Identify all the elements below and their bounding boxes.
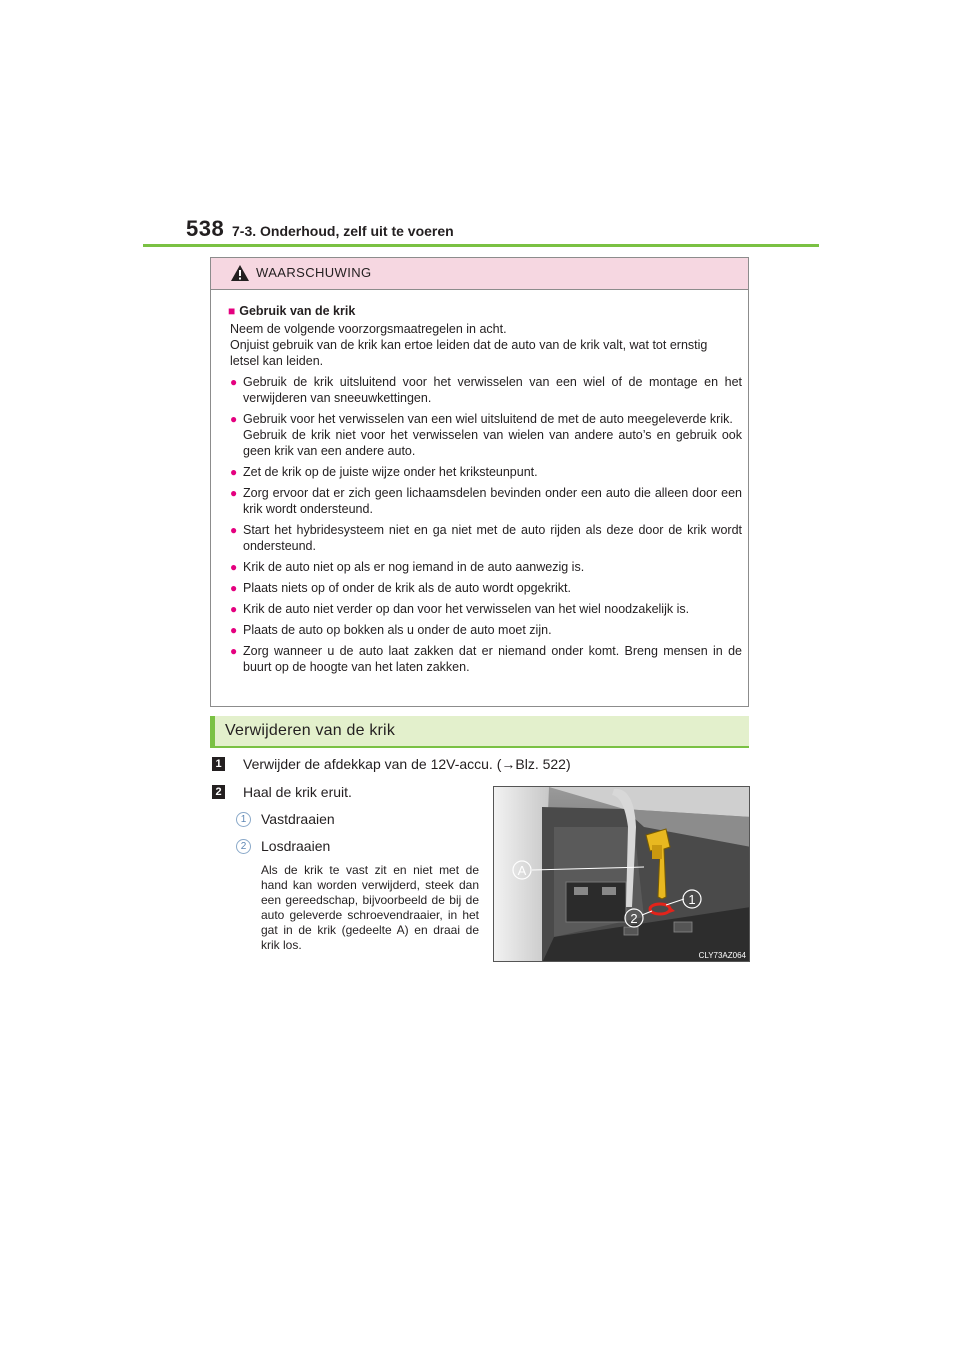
bullet-icon: ● — [230, 623, 238, 637]
bullet-icon: ● — [230, 523, 238, 537]
sub-item-text: Vastdraaien — [261, 811, 335, 827]
bullet-icon: ● — [230, 486, 238, 500]
warning-bullet: ● Start het hybridesysteem niet en ga niet met de auto rijden als deze door de krik wordt ondersteund. — [230, 523, 742, 553]
bullet-icon: ● — [230, 560, 238, 574]
figure-code: CLY73AZ064 — [698, 951, 746, 960]
bullet-icon: ● — [230, 465, 238, 479]
note-text: Als de krik te vast zit en niet met de hand kan worden verwijderd, steek dan een gereedschap, bijvoorbeeld de bij de auto geleverde schroevendraaier, in het gat in de krik (gedeelte A) en draai de krik los. — [261, 863, 479, 952]
square-bullet-icon: ■ — [228, 304, 236, 318]
warning-bullet: ● Krik de auto niet verder op dan voor het verwisselen van het wiel noodzakelijk is. — [230, 602, 690, 616]
bullet-icon: ● — [230, 644, 238, 658]
callout-marker: 2 — [236, 839, 251, 854]
section-title: 7-3. Onderhoud, zelf uit te voeren — [232, 223, 454, 239]
step-text: Haal de krik eruit. — [243, 784, 352, 800]
warning-heading: ■ Gebruik van de krik — [228, 304, 356, 318]
bullet-icon: ● — [230, 602, 238, 616]
page-number: 538 — [186, 216, 225, 241]
label-2: 2 — [630, 911, 638, 926]
warning-bullet: ● Zorg ervoor dat er zich geen lichaamsdelen bevinden onder een auto die alleen door een krik wordt ondersteund. — [230, 486, 742, 516]
bullet-icon: ● — [230, 581, 238, 595]
sub-item-text: Losdraaien — [261, 838, 331, 854]
warning-body — [211, 290, 748, 675]
section-heading: Verwijderen van de krik — [210, 716, 749, 748]
warning-bullet: ● Plaats de auto op bokken als u onder de auto moet zijn. — [230, 623, 552, 637]
warning-title: WAARSCHUWING — [256, 265, 372, 280]
warning-bullet: ● Plaats niets op of onder de krik als de auto wordt opgekrikt. — [230, 581, 571, 595]
warning-bullet: ● Gebruik voor het verwisselen van een wiel uitsluitend de met de auto meegeleverde krik. Gebruik de krik niet voor het verwisselen van wielen van andere auto’s en gebruik ook geen krik van een andere auto. — [230, 412, 742, 458]
label-a: A — [517, 863, 527, 878]
header-rule — [143, 244, 819, 247]
warning-box — [210, 257, 749, 707]
warning-triangle-icon — [230, 264, 250, 282]
trunk-illustration-svg — [494, 787, 750, 962]
warning-bullet: ● Gebruik de krik uitsluitend voor het verwisselen van een wiel of de montage en het verwijderen van sneeuwkettingen. — [230, 375, 742, 405]
warning-header — [211, 258, 748, 290]
section-heading-rule — [210, 746, 749, 748]
warning-bullet: ● Zorg wanneer u de auto laat zakken dat er niemand onder komt. Breng mensen in de buurt op de hoogte van het laten zakken. — [230, 644, 742, 674]
step-number-badge: 1 — [212, 757, 225, 771]
bullet-icon: ● — [230, 375, 238, 389]
trunk-jack-illustration — [493, 786, 750, 962]
step-number-badge: 2 — [212, 785, 225, 799]
bullet-icon: ● — [230, 412, 238, 426]
callout-marker: 1 — [236, 812, 251, 827]
warning-bullet: ● Zet de krik op de juiste wijze onder het kriksteunpunt. — [230, 465, 538, 479]
step-text: Verwijder de afdekkap van de 12V-accu. (→Blz. 522) — [243, 756, 571, 772]
warning-bullet: ● Krik de auto niet op als er nog iemand in de auto aanwezig is. — [230, 560, 585, 574]
warning-intro: Neem de volgende voorzorgsmaatregelen in acht. Onjuist gebruik van de krik kan ertoe leiden dat de auto van de krik valt, wat tot ernstig letsel kan leiden. — [230, 322, 708, 368]
label-1: 1 — [688, 892, 696, 907]
